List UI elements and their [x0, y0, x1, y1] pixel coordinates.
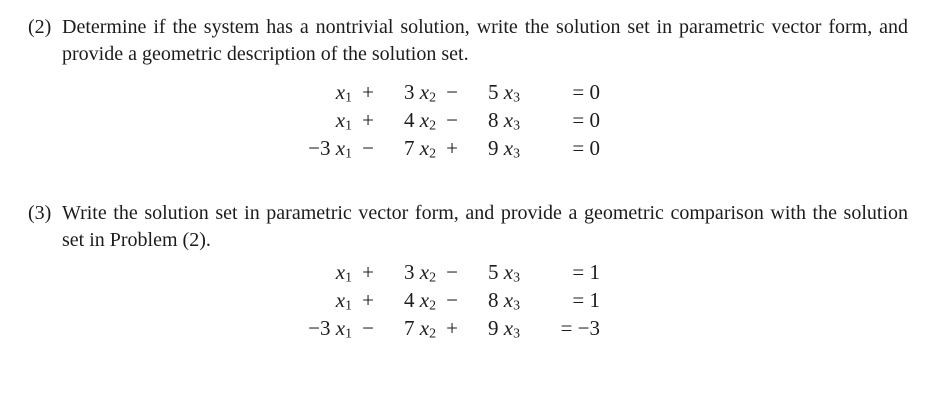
- equation-row: [288, 314, 600, 342]
- equation-rhs: = 0: [572, 80, 600, 104]
- equation-term: −: [362, 316, 374, 340]
- problem-3-equation-system: [288, 258, 908, 342]
- equation-table: [288, 258, 600, 342]
- equation-term: 7 $x_2$: [403, 136, 436, 161]
- equation-term: 4 $x_2$: [403, 288, 436, 313]
- equation-term: $x_1$: [335, 260, 352, 285]
- equation-term: −: [446, 108, 458, 132]
- equation-term: 3 $x_2$: [403, 260, 436, 285]
- equation-term: −3 $x_1$: [308, 136, 352, 161]
- equation-row: [288, 286, 600, 314]
- equation-row: [288, 134, 600, 162]
- equation-rhs: = −3: [560, 316, 600, 340]
- problem-2: [28, 14, 908, 162]
- equation-term: +: [446, 316, 458, 340]
- equation-term: 4 $x_2$: [403, 108, 436, 133]
- equation-row: [288, 78, 600, 106]
- equation-term: 8 $x_3$: [487, 288, 520, 313]
- equation-term: −: [446, 80, 458, 104]
- equation-term: 5 $x_3$: [487, 80, 520, 105]
- equation-term: $x_1$: [335, 288, 352, 313]
- equation-table: [288, 78, 600, 162]
- equation-rhs: = 1: [572, 260, 600, 284]
- problem-3-number: (3): [28, 202, 52, 224]
- equation-rhs: = 1: [572, 288, 600, 312]
- equation-term: −: [446, 288, 458, 312]
- equation-term: 5 $x_3$: [487, 260, 520, 285]
- problem-2-number: (2): [28, 16, 52, 38]
- equation-term: $x_1$: [335, 108, 352, 133]
- problem-3-statement: Write the solution set in parametric vector form, and provide a geometric comparison with the solution set in Problem (2).: [62, 202, 908, 251]
- problem-3: [28, 200, 908, 342]
- equation-rhs: = 0: [572, 108, 600, 132]
- equation-term: 9 $x_3$: [487, 316, 520, 341]
- problem-2-heading: [28, 14, 908, 68]
- equation-term: −3 $x_1$: [308, 316, 352, 341]
- problem-3-heading: [28, 200, 908, 254]
- equation-term: −: [362, 136, 374, 160]
- equation-term: −: [446, 260, 458, 284]
- equation-term: 3 $x_2$: [403, 80, 436, 105]
- equation-row: [288, 106, 600, 134]
- equation-term: $x_1$: [335, 80, 352, 105]
- equation-term: 9 $x_3$: [487, 136, 520, 161]
- equation-term: 8 $x_3$: [487, 108, 520, 133]
- equation-term: +: [446, 136, 458, 160]
- equation-rhs: = 0: [572, 136, 600, 160]
- equation-term: +: [362, 108, 374, 132]
- equation-term: +: [362, 80, 374, 104]
- equation-term: +: [362, 260, 374, 284]
- problem-2-statement: Determine if the system has a nontrivial solution, write the solution set in parametric vector form, and provide a geometric description of the solution set.: [62, 16, 908, 65]
- equation-term: +: [362, 288, 374, 312]
- equation-term: 7 $x_2$: [403, 316, 436, 341]
- problem-2-equation-system: [288, 78, 908, 162]
- equation-row: [288, 258, 600, 286]
